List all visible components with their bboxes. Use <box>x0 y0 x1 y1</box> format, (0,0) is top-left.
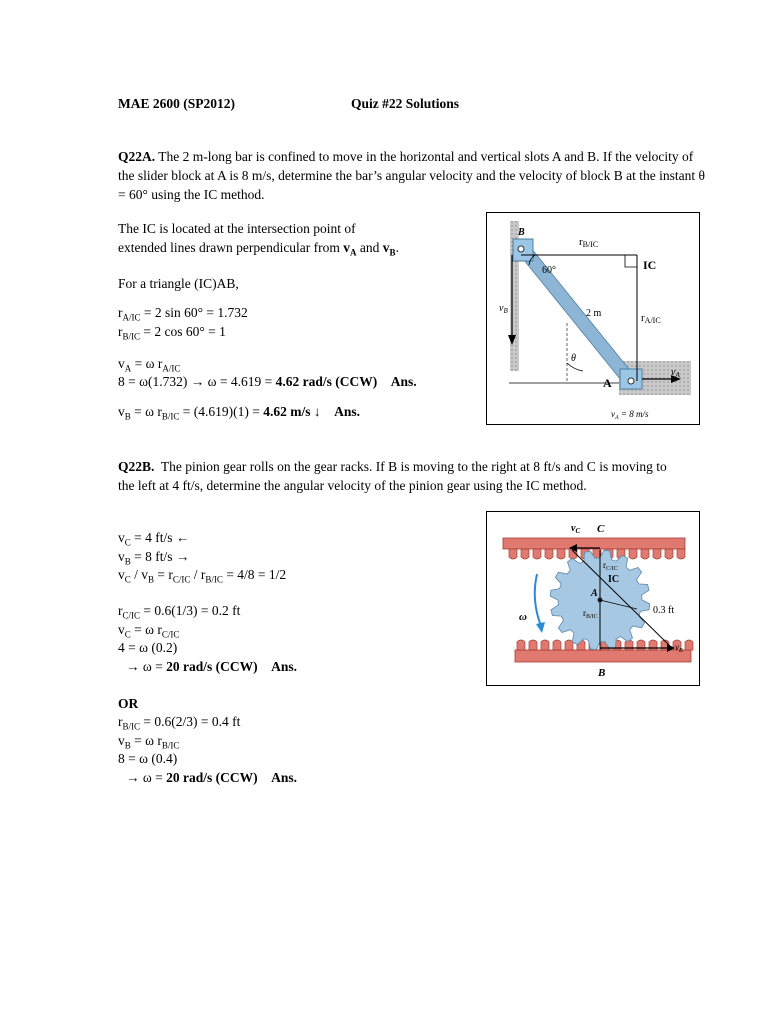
rack-tooth <box>665 549 673 559</box>
answer-line-1: → ω = 20 rad/s (CCW) Ans. <box>126 659 298 674</box>
figure-bar-slots <box>486 212 700 425</box>
ratio-line: $v_C / v_B = r_{C/IC} / r_{B/IC} = 4/8 = 1/2$ <box>118 567 287 585</box>
pin-a-icon <box>628 378 634 384</box>
rack-tooth <box>653 549 661 559</box>
triangle-text: For a triangle (IC)AB, <box>118 276 239 291</box>
answer-line-2: → ω = 20 rad/s (CCW) Ans. <box>126 770 298 785</box>
rack-tooth <box>517 640 525 650</box>
label-angle-60: 60° <box>542 265 556 276</box>
label-r-bic: rB/IC <box>579 236 599 249</box>
label-vc: $v_C$ <box>571 523 581 535</box>
label-bar-length: 2 m <box>586 308 602 319</box>
figure-pinion-gear <box>486 511 700 686</box>
q22b-problem: Q22B. The pinion gear rolls on the gear racks. If B is moving to the right at 8 ft/s and C is moving to the left at 4 ft/s, determine the angular velocity of the pinion gear using the IC method. <box>118 459 667 493</box>
page-title: Quiz #22 Solutions <box>351 96 460 111</box>
rack-tooth <box>553 640 561 650</box>
rcic-line: $r_{C/IC} = 0.6(1/3) = 0.2$ ft <box>118 603 241 621</box>
bar-diagram <box>487 213 699 424</box>
label-b: B <box>598 667 606 679</box>
omega-arrow-icon <box>536 622 545 633</box>
label-c: C <box>597 523 605 535</box>
label-omega: ω <box>519 611 527 623</box>
pin-b-icon <box>518 246 524 252</box>
label-theta: θ <box>571 353 576 364</box>
ic-explanation-1: The IC is located at the intersection point of <box>118 221 356 236</box>
label-a: A <box>603 376 612 390</box>
ic-explanation-2: extended lines drawn perpendicular from $v_A$ and $v_B$. <box>118 240 399 258</box>
gear-diagram <box>487 512 699 685</box>
top-rack <box>503 538 685 549</box>
course-title: MAE 2600 (SP2012) <box>118 96 235 111</box>
right-angle-icon <box>625 255 637 267</box>
label-r-aic: rA/IC <box>641 312 661 325</box>
rack-tooth <box>545 549 553 559</box>
label-ic: IC <box>643 258 657 272</box>
solve-line-1: 4 = ω (0.2) <box>118 640 178 655</box>
rbic-line: $r_{B/IC} = 0.6(2/3) = 0.4$ ft <box>118 714 241 732</box>
label-r-bic: $r_{B/IC}$ <box>583 608 598 620</box>
vc-omega-line: $v_C = \omega$ $r_{C/IC}$ <box>118 622 180 640</box>
rack-tooth <box>629 549 637 559</box>
bar <box>515 243 637 385</box>
label-vb: $v_B$ <box>499 303 508 315</box>
rack-tooth <box>685 640 693 650</box>
theta-arc <box>567 363 583 371</box>
va-eq: $v_A = \omega$ $r_{A/IC}$ <box>118 356 181 374</box>
q22a-problem: Q22A. The 2 m-long bar is confined to move in the horizontal and vertical slots A and B. If the velocity of the slider block at A is 8 m/s, determine the bar’s angular velocity and the velocity of block B at the instant θ = 60° using the IC method. <box>118 149 705 202</box>
label-a: A <box>591 588 598 599</box>
vc-line: $v_C = 4$ ft/s ← <box>118 530 190 548</box>
bottom-rack <box>515 650 691 662</box>
omega-arrow-line <box>535 574 541 626</box>
top-rack-teeth <box>509 549 685 559</box>
vb-omega-line: $v_B = \omega$ $r_{B/IC}$ <box>118 733 180 751</box>
omega-eq: 8 = ω(1.732) → ω = 4.619 = 4.62 rad/s (CCW) Ans. <box>118 374 417 389</box>
vb-eq: $v_B = \omega$ $r_{B/IC} = (4.619)(1) = 4.62$ m/s ↓ Ans. <box>118 404 361 422</box>
vb-line: $v_B = 8$ ft/s → <box>118 549 190 567</box>
rack-tooth <box>529 640 537 650</box>
r-b-ic-eq: $r_{B/IC} = 2$ cos 60° = 1 <box>118 324 226 342</box>
label-r-cic: $r_{C/IC}$ <box>603 560 618 572</box>
or-label: OR <box>118 696 139 711</box>
label-va: $v_A$ <box>671 367 680 379</box>
label-b: B <box>518 227 525 238</box>
label-ic: IC <box>608 574 620 585</box>
rack-tooth <box>565 640 573 650</box>
rack-tooth <box>557 549 565 559</box>
rack-tooth <box>677 549 685 559</box>
label-vb: $v_B$ <box>675 642 683 654</box>
rack-tooth <box>521 549 529 559</box>
rack-tooth <box>541 640 549 650</box>
rack-tooth <box>509 549 517 559</box>
solve-line-2: 8 = ω (0.4) <box>118 751 178 766</box>
rack-tooth <box>533 549 541 559</box>
r-a-ic-eq: $r_{A/IC} = 2$ sin 60° = 1.732 <box>118 305 248 323</box>
label-radius: 0.3 ft <box>653 605 675 616</box>
rack-tooth <box>641 549 649 559</box>
label-va-value: $v_A = 8$ m/s <box>611 409 649 421</box>
